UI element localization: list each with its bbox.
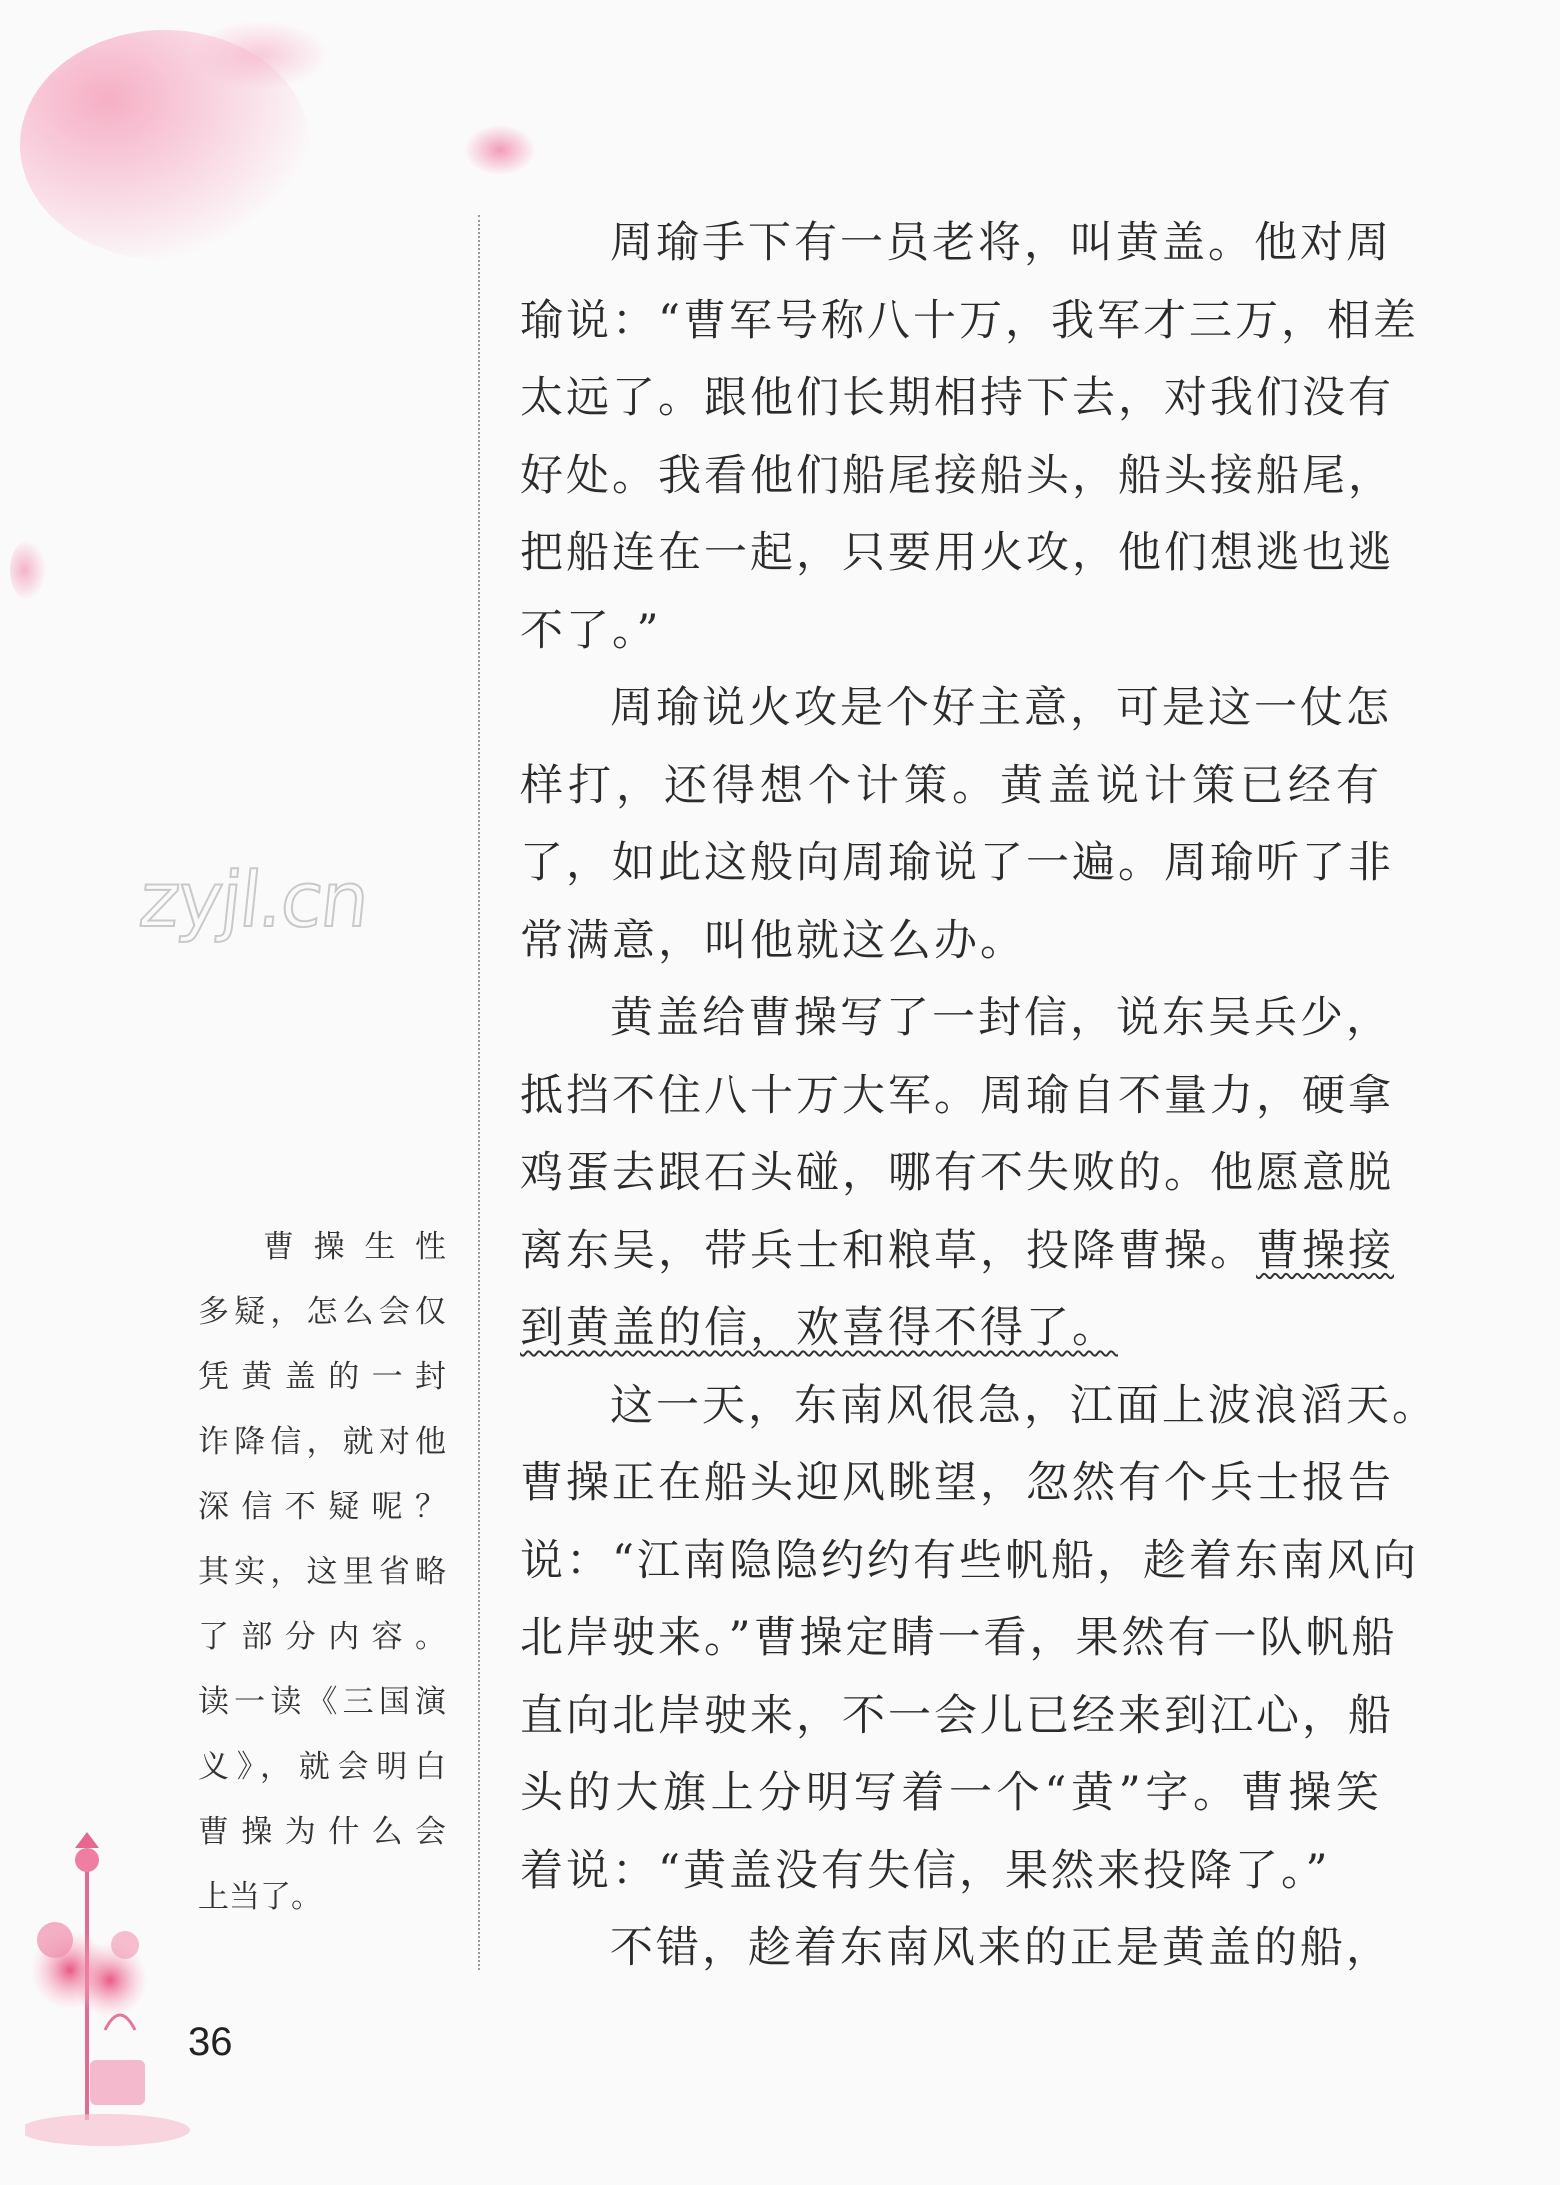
petal-decoration-left [10, 540, 46, 600]
side-note [198, 1215, 446, 1930]
side-note-line: 凭黄盖的一封 [198, 1359, 446, 1395]
blossom-decoration-top-right [190, 20, 330, 90]
text-line: 曹操正在船头迎风眺望，忽然有个兵士报告 [520, 1458, 1394, 1508]
side-note-line: 其实，这里省略 [198, 1554, 446, 1590]
text-line: 着说：“黄盖没有失信，果然来投降了。” [520, 1845, 1331, 1896]
side-note-line: 深信不疑呢？ [198, 1489, 446, 1525]
side-note-line: 义》，就会明白 [198, 1749, 446, 1785]
text-line: 周瑜说火攻是个好主意，可是这一仗怎 [610, 683, 1392, 733]
column-divider [478, 215, 480, 1970]
text-line: 这一天，东南风很急，江面上波浪滔天。 [610, 1380, 1438, 1431]
side-note-line: 诈降信，就对他 [198, 1424, 446, 1460]
watermark: zyjl.cn [135, 855, 372, 944]
text-line: 不错，趁着东南风来的正是黄盖的船， [610, 1923, 1392, 1973]
text-line: 好处。我看他们船尾接船头，船头接船尾， [520, 450, 1394, 501]
wavy-underlined-text: 曹操接 [1256, 1225, 1394, 1276]
side-note-line: 读一读《三国演 [198, 1684, 446, 1720]
text-line: 北岸驶来。”曹操定睛一看，果然有一队帆船 [520, 1613, 1398, 1663]
side-note-line: 曹操生性 [263, 1229, 446, 1265]
text-segment: 离东吴，带兵士和粮草，投降曹操。 [520, 1225, 1256, 1276]
page-number: 36 [188, 2020, 233, 2064]
text-line: 太远了。跟他们长期相持下去，对我们没有 [520, 373, 1394, 423]
text-line [520, 1290, 1382, 1368]
side-note-line: 上当了。 [198, 1879, 322, 1915]
side-note-line: 多疑，怎么会仅 [198, 1294, 446, 1330]
story-text [520, 205, 1438, 1988]
text-line: 鸡蛋去跟石头碰，哪有不失败的。他愿意脱 [520, 1148, 1394, 1198]
text-line: 说：“江南隐隐约约有些帆船，趁着东南风向 [520, 1535, 1419, 1586]
text-line: 黄盖给曹操写了一封信，说东吴兵少， [610, 993, 1392, 1043]
text-line: 了，如此这般向周瑜说了一遍。周瑜听了非 [520, 838, 1394, 888]
text-line: 头的大旗上分明写着一个“黄”字。曹操笑 [520, 1768, 1382, 1818]
text-line [520, 1213, 1394, 1291]
side-note-line: 曹操为什么会 [198, 1814, 446, 1850]
side-note-line: 了部分内容。 [198, 1619, 446, 1655]
text-line: 直向北岸驶来，不一会儿已经来到江心，船 [520, 1690, 1394, 1741]
wavy-underlined-text: 到黄盖的信，欢喜得不得了。 [520, 1303, 1118, 1353]
text-line: 周瑜手下有一员老将，叫黄盖。他对周 [610, 218, 1392, 268]
text-line: 把船连在一起，只要用火攻，他们想逃也逃 [520, 528, 1394, 578]
text-line: 抵挡不住八十万大军。周瑜自不量力，硬拿 [520, 1070, 1394, 1121]
text-line: 常满意，叫他就这么办。 [520, 915, 1026, 966]
text-line: 瑜说：“曹军号称八十万，我军才三万，相差 [520, 295, 1419, 346]
text-line: 样打，还得想个计策。黄盖说计策已经有 [520, 760, 1382, 811]
text-line: 不了。” [520, 605, 662, 656]
petal-decoration [465, 125, 535, 175]
